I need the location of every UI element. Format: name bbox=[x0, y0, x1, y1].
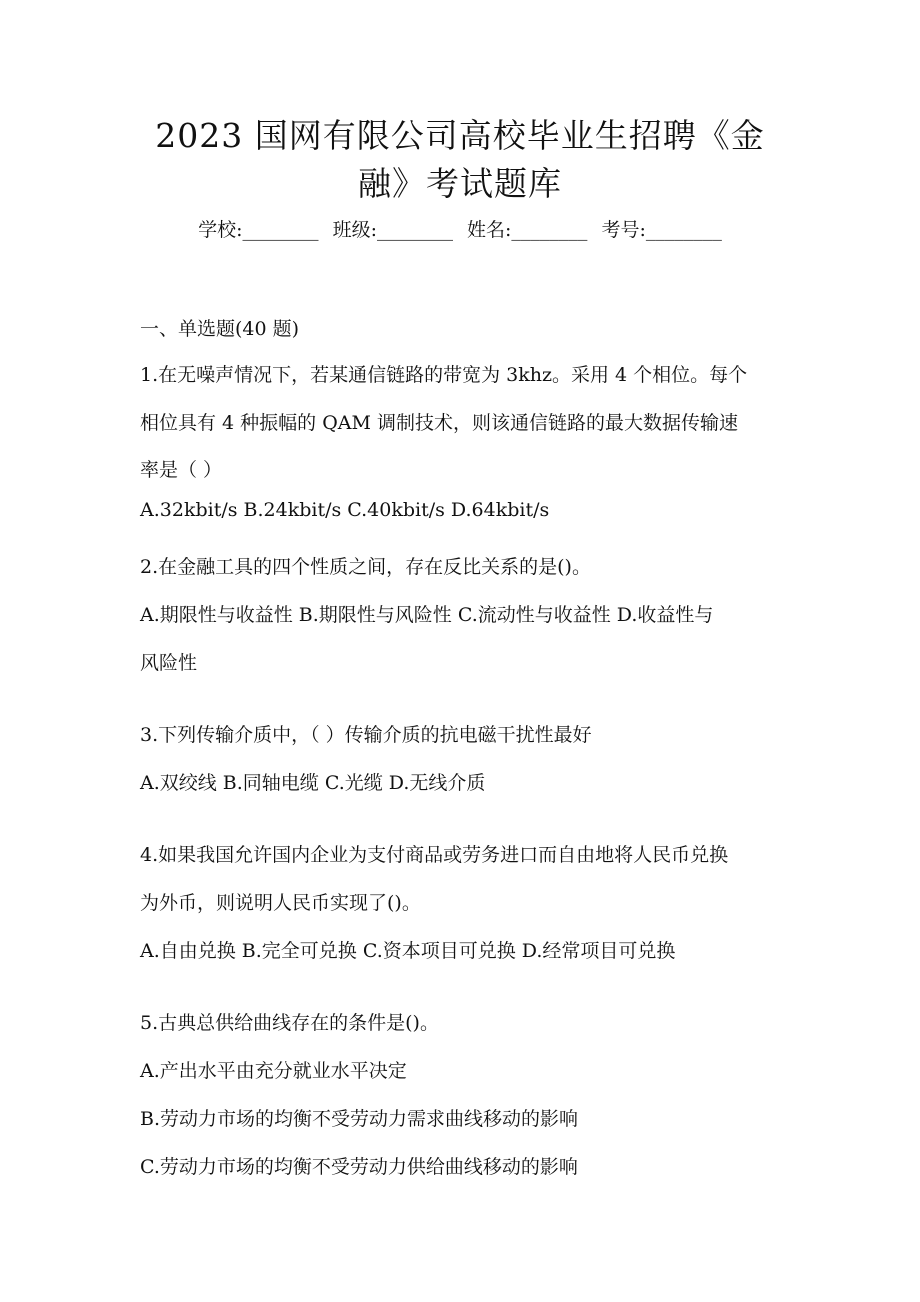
q5-option-b: B.劳动力市场的均衡不受劳动力需求曲线移动的影响 bbox=[140, 1108, 579, 1130]
q1-stem-line-2: 相位具有 4 种振幅的 QAM 调制技术，则该通信链路的最大数据传输速 bbox=[140, 412, 739, 434]
q1-options: A.32kbit/s B.24kbit/s C.40kbit/s D.64kbit/s bbox=[140, 499, 550, 521]
q4-options: A.自由兑换 B.完全可兑换 C.资本项目可兑换 D.经常项目可兑换 bbox=[140, 940, 676, 962]
q1-stem-line-3: 率是（ ） bbox=[140, 459, 223, 481]
title-line-1: 2023 国网有限公司高校毕业生招聘《金 bbox=[155, 116, 765, 155]
name-field: 姓名:________ bbox=[467, 219, 588, 241]
section-heading: 一、单选题(40 题) bbox=[140, 318, 300, 340]
exam-number-field: 考号:________ bbox=[601, 219, 722, 241]
q5-stem: 5.古典总供给曲线存在的条件是()。 bbox=[140, 1012, 439, 1034]
q3-options: A.双绞线 B.同轴电缆 C.光缆 D.无线介质 bbox=[140, 772, 486, 794]
title-line-2: 融》考试题库 bbox=[358, 164, 562, 203]
q4-stem-line-1: 4.如果我国允许国内企业为支付商品或劳务进口而自由地将人民币兑换 bbox=[140, 844, 729, 866]
q2-options-line-2: 风险性 bbox=[140, 652, 198, 674]
q2-options-line-1: A.期限性与收益性 B.期限性与风险性 C.流动性与收益性 D.收益性与 bbox=[140, 604, 714, 626]
school-field: 学校:________ bbox=[198, 219, 319, 241]
q5-option-a: A.产出水平由充分就业水平决定 bbox=[140, 1060, 407, 1082]
q1-stem-line-1: 1.在无噪声情况下，若某通信链路的带宽为 3khz。采用 4 个相位。每个 bbox=[140, 364, 748, 386]
q2-stem: 2.在金融工具的四个性质之间，存在反比关系的是()。 bbox=[140, 556, 591, 578]
q4-stem-line-2: 为外币，则说明人民币实现了()。 bbox=[140, 892, 421, 914]
student-info-row bbox=[0, 216, 920, 244]
q5-option-c: C.劳动力市场的均衡不受劳动力供给曲线移动的影响 bbox=[140, 1156, 578, 1178]
class-field: 班级:________ bbox=[332, 219, 453, 241]
q3-stem: 3.下列传输介质中，（ ）传输介质的抗电磁干扰性最好 bbox=[140, 724, 592, 746]
